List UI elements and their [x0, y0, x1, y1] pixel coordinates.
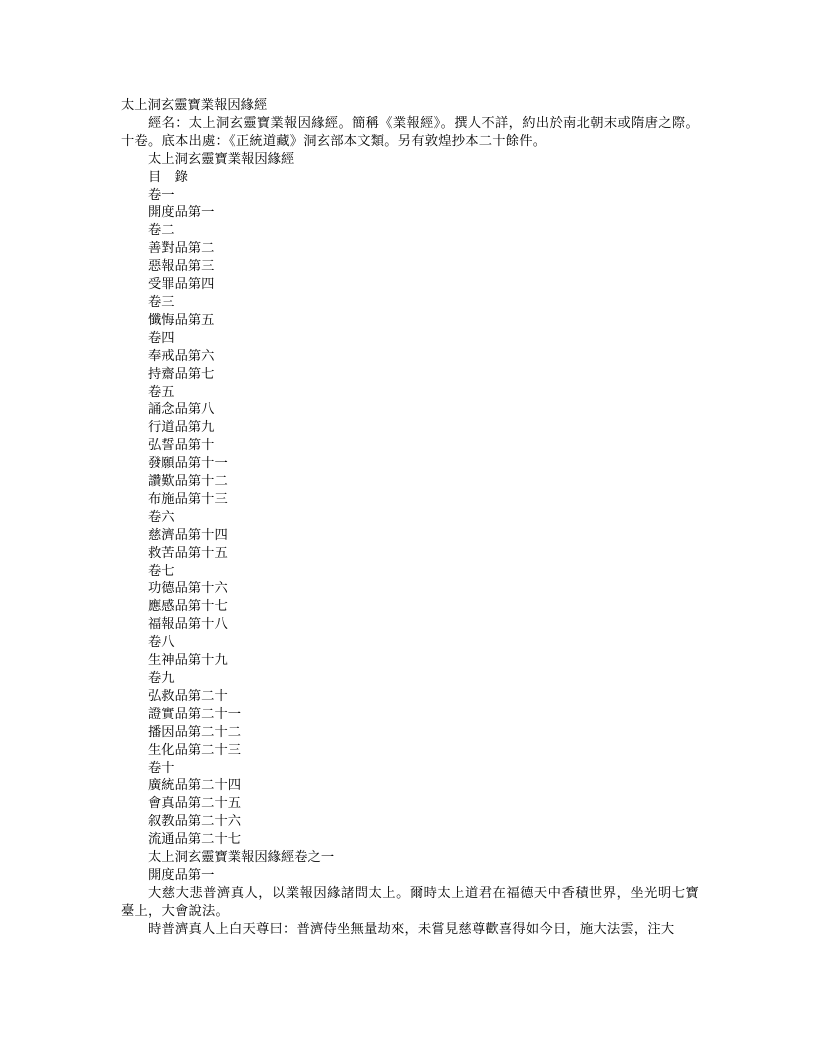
toc-entry: 行道品第九 [148, 420, 215, 436]
toc-entry: 生神品第十九 [148, 653, 228, 669]
toc-entry: 弘誓品第十 [148, 438, 215, 454]
toc-entry: 功德品第十六 [148, 581, 228, 597]
toc-entry: 卷六 [148, 509, 175, 525]
toc-entry: 卷十 [148, 760, 175, 776]
toc-entry: 會真品第二十五 [148, 796, 242, 812]
toc-entry: 救苦品第十五 [148, 545, 228, 561]
toc-entry: 布施品第十三 [148, 491, 228, 507]
toc-entry: 受罪品第四 [148, 277, 215, 293]
toc-entry: 懺悔品第五 [148, 312, 215, 328]
toc-entry: 卷八 [148, 635, 175, 651]
toc-entry: 弘救品第二十 [148, 688, 228, 704]
toc-entry: 卷二 [148, 223, 175, 239]
toc-entry: 持齋品第七 [148, 366, 215, 382]
toc-entry: 應感品第十七 [148, 599, 228, 615]
toc-entry: 開度品第一 [148, 205, 215, 221]
toc-entry: 卷九 [148, 671, 175, 686]
body-paragraph: 時普濟真人上白天尊曰：普濟侍坐無量劫來，未嘗見慈尊歡喜得如今日，施大法雲，注大 [148, 921, 675, 937]
toc-entry: 誦念品第八 [148, 402, 215, 418]
volume-heading: 太上洞玄靈寶業報因緣經卷之一 [148, 850, 335, 866]
document-subtitle: 太上洞玄靈寶業報因緣經 [148, 151, 295, 167]
chapter-heading: 開度品第一 [148, 867, 215, 883]
toc-entry: 流通品第二十七 [148, 832, 242, 848]
toc-entry: 奉戒品第六 [148, 348, 215, 364]
toc-entry: 證實品第二十一 [148, 706, 242, 722]
toc-entry: 慈濟品第十四 [148, 527, 228, 543]
toc-entry: 善對品第二 [148, 241, 215, 257]
toc-entry: 卷一 [148, 187, 175, 203]
toc-entry: 叙教品第二十六 [148, 814, 242, 830]
document-page [121, 97, 699, 939]
document-title: 太上洞玄靈寶業報因緣經 [121, 98, 268, 113]
table-of-contents [121, 187, 699, 850]
toc-entry: 生化品第二十三 [148, 742, 242, 758]
body-paragraph: 大慈大悲普濟真人，以業報因緣諸問太上。爾時太上道君在福德天中香積世界，坐光明七寶臺上，大會說法。 [121, 885, 699, 919]
toc-entry: 發願品第十一 [148, 456, 228, 472]
toc-entry: 卷五 [148, 384, 175, 400]
toc-heading: 目 錄 [148, 169, 188, 185]
toc-entry: 福報品第十八 [148, 617, 228, 633]
toc-entry: 廣統品第二十四 [148, 778, 242, 794]
toc-entry: 惡報品第三 [148, 259, 215, 275]
toc-entry: 卷四 [148, 330, 175, 346]
intro-paragraph: 經名：太上洞玄靈寶業報因緣經。簡稱《業報經》。撰人不詳，約出於南北朝末或隋唐之際。十卷。底本出處：《正統道藏》洞玄部本文類。另有敦煌抄本二十餘件。 [121, 115, 699, 149]
toc-entry: 卷七 [148, 563, 175, 579]
toc-entry: 卷三 [148, 294, 175, 310]
toc-entry: 讚歎品第十二 [148, 474, 228, 490]
toc-entry: 播因品第二十二 [148, 724, 242, 740]
